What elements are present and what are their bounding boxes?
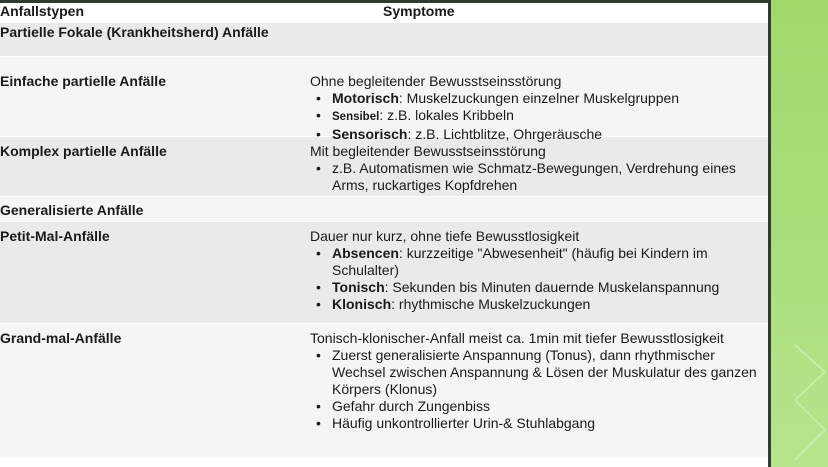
list-item — [332, 245, 764, 279]
seizure-table — [0, 3, 768, 457]
term-desc: : Muskelzuckungen einzelner Muskelgruppen — [398, 90, 680, 106]
symptom-intro: Ohne begleitender Bewusstseinsstörung — [310, 73, 562, 89]
term-desc: : z.B. Lichtblitze, Ohrgeräusche — [407, 126, 603, 142]
term-desc: : Sekunden bis Minuten dauernde Muskelanspannung — [384, 279, 720, 295]
table-row — [0, 196, 768, 221]
table-row — [0, 56, 768, 142]
symptom-intro: Mit begleitender Bewusstseinsstörung — [310, 143, 546, 159]
header-anfallstypen: Anfallstypen — [0, 3, 85, 19]
row-symptoms — [304, 202, 768, 221]
list-item — [332, 107, 764, 126]
symptom-intro: Dauer nur kurz, ohne tiefe Bewusstlosigkeit — [310, 228, 580, 244]
row-symptoms — [304, 143, 768, 196]
symptom-list — [310, 90, 764, 143]
chevron-right-icon — [771, 0, 828, 467]
row-title: Grand-mal-Anfälle — [0, 330, 122, 346]
symptom-list — [310, 245, 764, 313]
list-item: • Zuerst generalisierte Anspannung (Tonus), dann rhythmischer Wechsel zwischen Anspannung & Lösen der Muskulatur des ganzen Körpers (Klonus) — [332, 347, 764, 398]
table-row — [0, 23, 768, 56]
row-title: Generalisierte Anfälle — [0, 202, 144, 218]
term-desc: : z.B. lokales Kribbeln — [379, 107, 514, 123]
term: Absencen — [332, 245, 399, 261]
term: Sensorisch — [332, 126, 408, 142]
term-desc: : kurzzeitige "Abwesenheit" (häufig bei Kindern im Schulalter) — [332, 245, 708, 278]
row-title: Komplex partielle Anfälle — [0, 143, 167, 159]
symptom-list — [310, 347, 764, 432]
row-title: Einfache partielle Anfälle — [0, 73, 166, 89]
term: Klonisch — [332, 296, 392, 312]
symptom-intro: Tonisch-klonischer-Anfall meist ca. 1min mit tiefer Bewusstlosigkeit — [310, 330, 724, 346]
row-title: Petit-Mal-Anfälle — [0, 228, 110, 244]
list-item — [332, 90, 764, 107]
row-symptoms — [304, 330, 768, 457]
row-symptoms — [304, 24, 768, 56]
term-desc: : rhythmische Muskelzuckungen — [391, 296, 591, 312]
header-symptome: Symptome — [383, 3, 455, 19]
list-item: • z.B. Automatismen wie Schmatz-Bewegungen, Verdrehung eines Arms, ruckartiges Kopfdrehen — [332, 160, 764, 194]
list-item: • Häufig unkontrollierter Urin-& Stuhlabgang — [332, 415, 764, 432]
symptom-list — [310, 160, 764, 194]
term: Sensibel — [332, 111, 380, 123]
row-symptoms — [304, 228, 768, 323]
list-item — [332, 296, 764, 313]
term: Motorisch — [332, 90, 399, 106]
table-header — [0, 3, 768, 23]
term: Tonisch — [332, 279, 385, 295]
table-row — [0, 221, 768, 323]
list-item: • Gefahr durch Zungenbiss — [332, 398, 764, 415]
list-item — [332, 279, 764, 296]
list-item — [332, 126, 764, 143]
table-row — [0, 136, 768, 196]
row-title: Partielle Fokale (Krankheitsherd) Anfälle — [0, 24, 269, 40]
table-row — [0, 323, 768, 457]
row-symptoms — [304, 73, 768, 142]
